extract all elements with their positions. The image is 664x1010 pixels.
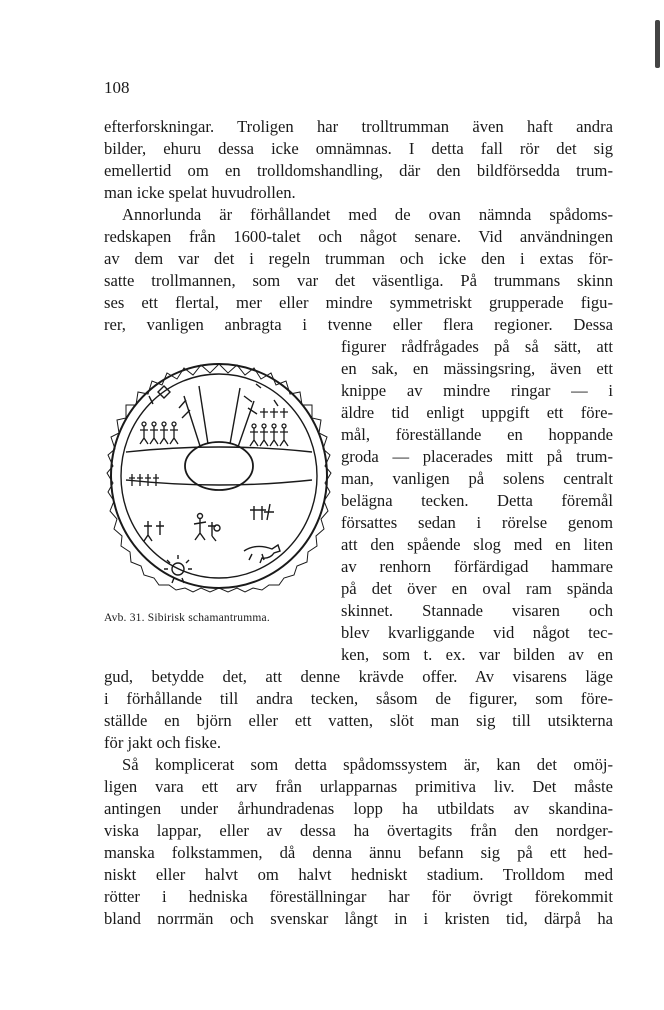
text-line: för jakt och fiske.	[104, 733, 222, 752]
text-line: ligen vara ett arv från urlapparnas primitiva liv. Det måste	[104, 777, 613, 796]
text-line: efterforskningar. Troligen har trolltrumman även haft andra	[104, 117, 613, 136]
paragraph-start-line: Så komplicerat som detta spådomssystem är, kan det omöj-	[122, 755, 613, 774]
text-line: av renhorn förfärdigad hammare	[341, 557, 613, 576]
text-line: äldre tid enligt uppgift ett före-	[341, 403, 613, 422]
text-line: skinnet. Stannade visaren och	[341, 601, 613, 620]
text-line: satte trollmannen, som var det väsentliga. På trummans skinn	[104, 271, 613, 290]
text-line: bland norrmän och svenskar långt in i kristen tid, därpå ha	[104, 909, 613, 928]
figure-caption: Avb. 31. Sibirisk schamantrumma.	[104, 612, 270, 624]
text-line: niskt eller halvt om halvt hedniskt stadium. Trolldom med	[104, 865, 613, 884]
text-line: rer, vanligen anbragta i tvenne eller flera regioner. Dessa	[104, 315, 613, 334]
scan-edge-mark	[655, 20, 660, 68]
text-line: ses ett flertal, mer eller mindre symmetriskt grupperade figu-	[104, 293, 613, 312]
text-line: emellertid om en trolldomshandling, där den bildförsedda trum-	[104, 161, 613, 180]
text-line: mål, föreställande en hoppande	[341, 425, 613, 444]
text-line: blev kvarliggande vid något tec-	[341, 623, 613, 642]
text-line: på det över en oval ram spända	[341, 579, 613, 598]
text-line: knippe av mindre ringar — i	[341, 381, 613, 400]
text-line: redskapen från 1600-talet och något senare. Vid användningen	[104, 227, 613, 246]
text-line: rötter i hedniska föreställningar har för övrigt förekommit	[104, 887, 613, 906]
text-line: bilder, ehuru dessa icke omnämnas. I detta fall rör det sig	[104, 139, 613, 158]
text-line: ställde en björn eller ett vatten, slöt man sig till utsikterna	[104, 711, 613, 730]
text-line: en sak, en mässingsring, även ett	[341, 359, 613, 378]
paragraph-start-line: Annorlunda är förhållandet med de ovan nämnda spådoms-	[122, 205, 613, 224]
text-line: antingen under århundradenas lopp ha utbildats av skandina-	[104, 799, 613, 818]
text-line: groda — placerades mitt på trum-	[341, 447, 613, 466]
text-line: av dem var det i regeln trumman och icke den i extas för-	[104, 249, 613, 268]
text-line: i förhållande till andra tecken, såsom de figurer, som före-	[104, 689, 613, 708]
shaman-drum-illustration	[104, 356, 334, 596]
text-line: manska folkstammen, då denna ännu befann sig på ett hed-	[104, 843, 613, 862]
text-line: man icke spelat huvudrollen.	[104, 183, 296, 202]
text-line: att den spående slog med en liten	[341, 535, 613, 554]
text-line: ken, som t. ex. var bilden av en	[341, 645, 613, 664]
text-line: man, vanligen på solens centralt	[341, 469, 613, 488]
text-line: försattes sedan i rörelse genom	[341, 513, 613, 532]
text-line: gud, betydde det, att denne krävde offer. Av visarens läge	[104, 667, 613, 686]
text-line: figurer rådfrågades på så sätt, att	[341, 337, 613, 356]
page-number: 108	[104, 78, 130, 97]
text-line: viska lappar, eller av dessa ha övertagits från den nordger-	[104, 821, 613, 840]
text-line: belägna tecken. Detta föremål	[341, 491, 613, 510]
